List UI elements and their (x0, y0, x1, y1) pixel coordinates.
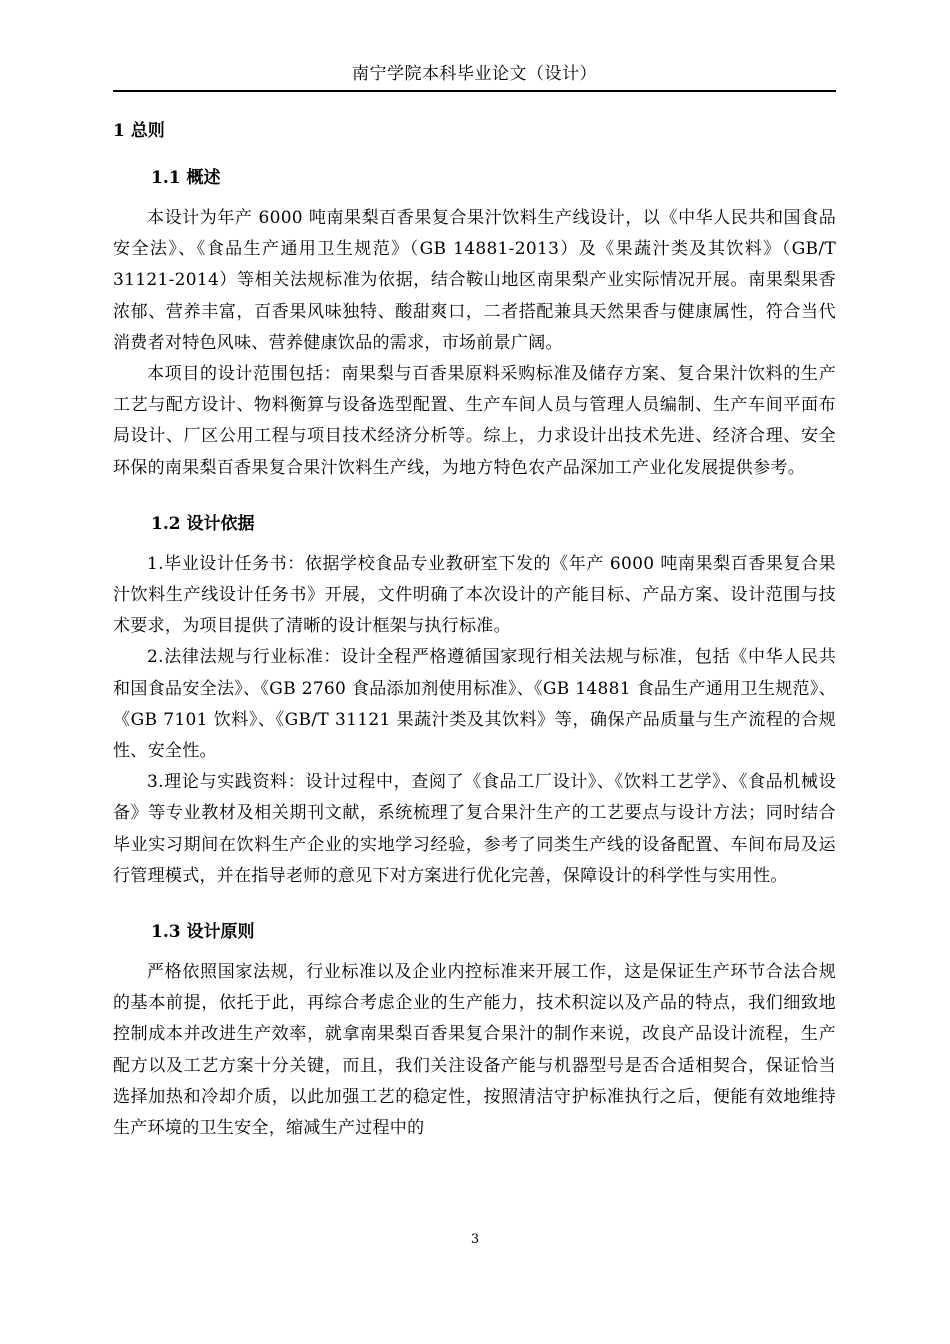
paragraph: 本设计为年产 6000 吨南果梨百香果复合果汁饮料生产线设计，以《中华人民共和国食品安全法》、《食品生产通用卫生规范》（GB 14881-2013）及《果蔬汁类及其饮料》（GB/T 31121-2014）等相关法规标准为依据，结合鞍山地区南果梨产业实际情况开展。南果梨果香浓郁、营养丰富，百香果风味独特、酸甜爽口，二者搭配兼具天然果香与健康属性，符合当代消费者对特色风味、营养健康饮品的需求，市场前景广阔。 (113, 208, 836, 353)
section-heading-principles: 1.3 设计原则 (151, 922, 255, 943)
header-rule (113, 90, 836, 92)
paragraph: 2.法律法规与行业标准：设计全程严格遵循国家现行相关法规与标准，包括《中华人民共和国食品安全法》、《GB 2760 食品添加剂使用标准》、《GB 14881 食品生产通用卫生规范》、《GB 7101 饮料》、《GB/T 31121 果蔬汁类及其饮料》等，确保产品质量与生产流程的合规性、安全性。 (113, 647, 836, 762)
paragraph: 严格依照国家法规，行业标准以及企业内控标准来开展工作，这是保证生产环节合法合规的基本前提，依托于此，再综合考虑企业的生产能力，技术积淀以及产品的特点，我们细致地控制成本并改进生产效率，就拿南果梨百香果复合果汁的制作来说，改良产品设计流程，生产配方以及工艺方案十分关键，而且，我们关注设备产能与机器型号是否合适相契合，保证恰当选择加热和冷却介质，以此加强工艺的稳定性，按照清洁守护标准执行之后，便能有效地维持生产环境的卫生安全，缩减生产过程中的 (113, 962, 836, 1139)
section-heading-basis: 1.2 设计依据 (151, 513, 255, 534)
paragraph: 本项目的设计范围包括：南果梨与百香果原料采购标准及储存方案、复合果汁饮料的生产工艺与配方设计、物料衡算与设备选型配置、生产车间人员与管理人员编制、生产车间平面布局设计、厂区公用工程与项目技术经济分析等。综上，力求设计出技术先进、经济合理、安全环保的南果梨百香果复合果汁饮料生产线，为地方特色农产品深加工产业化发展提供参考。 (113, 364, 836, 478)
paragraph: 3.理论与实践资料：设计过程中，查阅了《食品工厂设计》、《饮料工艺学》、《食品机械设备》等专业教材及相关期刊文献，系统梳理了复合果汁生产的工艺要点与设计方法；同时结合毕业实习期间在饮料生产企业的实地学习经验，参考了同类生产线的设备配置、车间布局及运行管理模式，并在指导老师的意见下对方案进行优化完善，保障设计的科学性与实用性。 (113, 772, 836, 886)
running-header: 南宁学院本科毕业论文（设计） (352, 64, 597, 84)
page-number: 3 (470, 1232, 480, 1247)
section-spacer (113, 484, 836, 496)
page-body (113, 110, 836, 1144)
section-spacer (113, 892, 836, 904)
paragraph: 1.毕业设计任务书：依据学校食品专业教研室下发的《年产 6000 吨南果梨百香果复合果汁饮料生产线设计任务书》开展，文件明确了本次设计的产能目标、产品方案、设计范围与技术要求，为项目提供了清晰的设计框架与执行标准。 (113, 553, 836, 637)
section-heading-overview: 1.1 概述 (151, 168, 221, 188)
chapter-heading: 1 总则 (113, 121, 165, 141)
